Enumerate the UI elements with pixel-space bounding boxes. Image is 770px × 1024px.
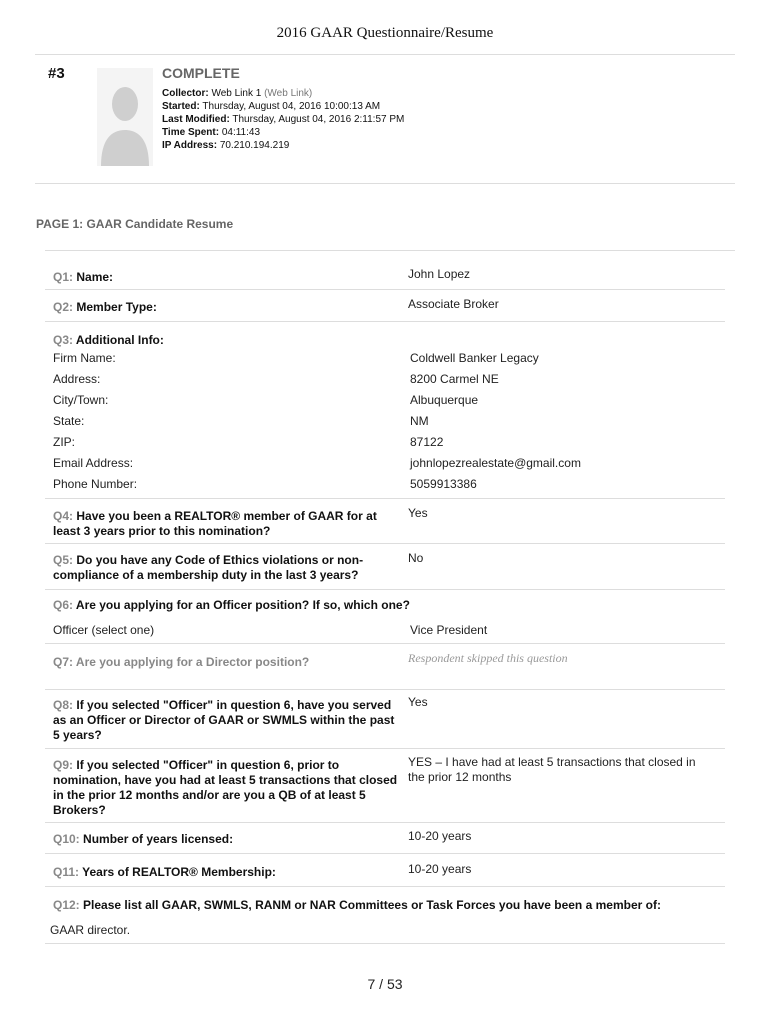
field-label: ZIP:	[53, 435, 76, 449]
question-6	[53, 598, 553, 613]
field-label: Email Address:	[53, 456, 134, 470]
divider	[45, 498, 725, 499]
question-number: Q12:	[53, 898, 80, 912]
response-status: COMPLETE	[162, 65, 240, 81]
question-number: Q6:	[53, 598, 74, 612]
question-text: Member Type:	[76, 300, 157, 314]
question-text: Have you been a REALTOR® member of GAAR for at least 3 years prior to this nomination?	[53, 509, 377, 538]
question-number: Q1:	[53, 270, 74, 284]
divider	[45, 321, 725, 322]
answer-4: Yes	[408, 506, 428, 520]
divider	[45, 689, 725, 690]
answer-9: YES – I have had at least 5 transactions that closed in the prior 12 months	[408, 755, 696, 784]
answer-6: Vice President	[410, 623, 488, 637]
answer-11: 10-20 years	[408, 862, 472, 876]
divider	[45, 250, 735, 251]
question-text: If you selected "Officer" in question 6, have you served as an Officer or Director of GAAR or SWMLS within the past 5 years?	[53, 698, 395, 742]
divider	[45, 748, 725, 749]
ip-line	[162, 139, 289, 152]
field-value: 5059913386	[410, 477, 477, 491]
divider	[45, 822, 725, 823]
time-value: 04:11:43	[221, 127, 261, 138]
divider	[45, 853, 725, 854]
question-number: Q8:	[53, 698, 74, 712]
divider	[45, 643, 725, 644]
field-value: 87122	[410, 435, 444, 449]
divider	[45, 543, 725, 544]
question-12	[53, 898, 733, 913]
question-8	[53, 698, 398, 743]
question-text: Years of REALTOR® Membership:	[82, 865, 276, 879]
divider	[45, 886, 725, 887]
answer-12: GAAR director.	[50, 923, 131, 937]
question-10	[53, 832, 398, 847]
question-3	[53, 333, 398, 348]
answer-10: 10-20 years	[408, 829, 472, 843]
field-value: Coldwell Banker Legacy	[410, 351, 539, 365]
modified-value: Thursday, August 04, 2016 2:11:57 PM	[232, 114, 405, 125]
divider	[45, 589, 725, 590]
field-value: Albuquerque	[410, 393, 479, 407]
started-label: Started:	[162, 101, 200, 112]
question-number: Q2:	[53, 300, 74, 314]
question-text: Additional Info:	[75, 333, 164, 347]
question-11	[53, 865, 398, 880]
divider	[45, 943, 725, 944]
question-number: Q4:	[53, 509, 74, 523]
divider	[45, 289, 725, 290]
field-label: City/Town:	[53, 393, 109, 407]
answer-5: No	[408, 551, 424, 565]
question-1	[53, 270, 398, 285]
question-number: Q9:	[53, 758, 74, 772]
question-text: Number of years licensed:	[83, 832, 234, 846]
question-text: Are you applying for a Director position?	[75, 655, 310, 669]
document-title: 2016 GAAR Questionnaire/Resume	[276, 25, 494, 41]
field-value: johnlopezrealestate@gmail.com	[410, 456, 581, 470]
question-5	[53, 553, 398, 583]
question-text: Name:	[76, 270, 114, 284]
question-number: Q11:	[53, 865, 80, 879]
started-value: Thursday, August 04, 2016 10:00:13 AM	[202, 101, 381, 112]
question-number: Q5:	[53, 553, 74, 567]
collector-label: Collector:	[162, 88, 209, 99]
divider	[35, 183, 735, 184]
field-value: NM	[410, 414, 429, 428]
question-text: Please list all GAAR, SWMLS, RANM or NAR Committees or Task Forces you have been a member of:	[83, 898, 661, 912]
page-heading: PAGE 1: GAAR Candidate Resume	[36, 217, 234, 231]
question-4	[53, 509, 398, 539]
sub-question-label: Officer (select one)	[53, 623, 155, 637]
question-2	[53, 300, 398, 315]
modified-label: Last Modified:	[162, 114, 230, 125]
collector-line	[162, 87, 312, 100]
question-9	[53, 758, 398, 818]
time-label: Time Spent:	[162, 127, 220, 138]
field-label: Firm Name:	[53, 351, 116, 365]
skipped-answer-7: Respondent skipped this question	[408, 651, 568, 665]
answer-2: Associate Broker	[408, 297, 499, 311]
modified-line	[162, 113, 404, 126]
field-value: 8200 Carmel NE	[410, 372, 499, 386]
page-indicator: 7 / 53	[367, 976, 403, 992]
question-number: Q10:	[53, 832, 80, 846]
question-text: Do you have any Code of Ethics violations or non-compliance of a membership duty in the last 3 years?	[53, 553, 364, 582]
field-label: State:	[53, 414, 85, 428]
field-label: Phone Number:	[53, 477, 138, 491]
started-line	[162, 100, 380, 113]
question-7	[53, 655, 398, 670]
field-label: Address:	[53, 372, 101, 386]
ip-label: IP Address:	[162, 140, 218, 151]
collector-value: Web Link 1	[211, 88, 262, 99]
answer-1: John Lopez	[408, 267, 471, 281]
user-silhouette-icon	[97, 68, 153, 166]
divider	[35, 54, 735, 55]
question-number: Q7:	[53, 655, 74, 669]
avatar	[97, 68, 153, 166]
time-spent-line	[162, 126, 260, 139]
question-number: Q3:	[53, 333, 74, 347]
collector-type: (Web Link)	[264, 88, 313, 99]
ip-value: 70.210.194.219	[219, 140, 290, 151]
respondent-number: #3	[48, 65, 65, 82]
question-text: If you selected "Officer" in question 6, prior to nomination, have you had at least 5 transactions that closed in the prior 12 months and/or are you a QB of at least 5 Brokers?	[53, 758, 398, 817]
answer-8: Yes	[408, 695, 428, 709]
question-text: Are you applying for an Officer position? If so, which one?	[75, 598, 410, 612]
